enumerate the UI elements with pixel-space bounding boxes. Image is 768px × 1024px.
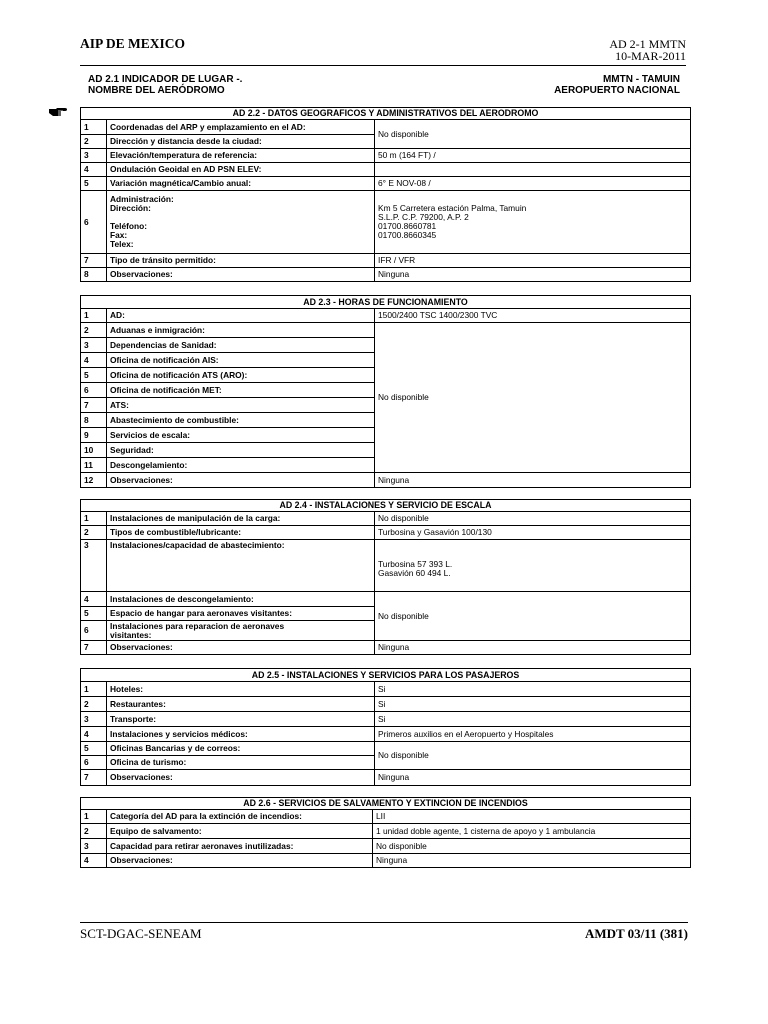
row-label: Tipo de tránsito permitido: bbox=[107, 254, 375, 268]
row-number: 6 bbox=[81, 621, 107, 641]
row-label: Ondulación Geoidal en AD PSN ELEV: bbox=[107, 163, 375, 177]
table-row bbox=[81, 682, 691, 697]
row-number: 8 bbox=[81, 268, 107, 282]
row-value bbox=[375, 163, 691, 177]
row-label: Observaciones: bbox=[107, 268, 375, 282]
row-value: Ninguna bbox=[375, 473, 691, 488]
row-value: No disponible bbox=[375, 512, 691, 526]
row-number: 5 bbox=[81, 368, 107, 383]
row-label: Observaciones: bbox=[107, 473, 375, 488]
row-label: Transporte: bbox=[107, 712, 375, 727]
ad25-table bbox=[80, 668, 691, 786]
row-value: Ninguna bbox=[373, 854, 691, 868]
row-label: Oficina de notificación AIS: bbox=[107, 353, 375, 368]
text-line: visitantes: bbox=[110, 629, 152, 640]
text-line: Turbosina 57 393 L. bbox=[378, 558, 453, 569]
row-number: 7 bbox=[81, 770, 107, 786]
row-label: Oficinas Bancarias y de correos: bbox=[107, 742, 375, 756]
row-label: Variación magnética/Cambio anual: bbox=[107, 177, 375, 191]
row-value: 6° E NOV-08 / bbox=[375, 177, 691, 191]
row-number: 7 bbox=[81, 398, 107, 413]
row-number: 3 bbox=[81, 149, 107, 163]
aerodrome-name: AEROPUERTO NACIONAL bbox=[554, 85, 680, 96]
text-line: Gasavión 60 494 L. bbox=[378, 567, 451, 578]
row-number: 5 bbox=[81, 177, 107, 191]
table-row bbox=[81, 191, 691, 254]
row-label: Oficina de notificación ATS (ARO): bbox=[107, 368, 375, 383]
row-value: Turbosina y Gasavión 100/130 bbox=[375, 526, 691, 540]
row-number: 10 bbox=[81, 443, 107, 458]
text-line: 01700.8660345 bbox=[378, 230, 437, 240]
table-row bbox=[81, 473, 691, 488]
text-line: Telex: bbox=[110, 239, 134, 249]
row-value: LII bbox=[373, 810, 691, 824]
ad23-title: AD 2.3 - HORAS DE FUNCIONAMIENTO bbox=[81, 296, 691, 309]
table-row bbox=[81, 177, 691, 191]
aerodrome-name-heading: NOMBRE DEL AERÓDROMO bbox=[88, 85, 225, 96]
table-row bbox=[81, 770, 691, 786]
page-date: 10-MAR-2011 bbox=[615, 49, 686, 63]
ad25-title: AD 2.5 - INSTALACIONES Y SERVICIOS PARA LOS PASAJEROS bbox=[81, 669, 691, 682]
row-number: 4 bbox=[81, 592, 107, 607]
table-row bbox=[81, 810, 691, 824]
row-number: 12 bbox=[81, 473, 107, 488]
row-label: Hoteles: bbox=[107, 682, 375, 697]
row-number: 1 bbox=[81, 309, 107, 323]
row-number: 1 bbox=[81, 682, 107, 697]
table-row bbox=[81, 839, 691, 854]
hours-merged-value: No disponible bbox=[375, 323, 691, 473]
table-row bbox=[81, 697, 691, 712]
row-label: Observaciones: bbox=[107, 641, 375, 655]
row-value: Si bbox=[375, 712, 691, 727]
row-label: Espacio de hangar para aeronaves visitantes: bbox=[107, 607, 375, 621]
row-number: 1 bbox=[81, 120, 107, 135]
row-number: 3 bbox=[81, 338, 107, 353]
row-label bbox=[107, 621, 375, 641]
indicator-heading: AD 2.1 INDICADOR DE LUGAR -. bbox=[88, 74, 243, 85]
row-number: 3 bbox=[81, 712, 107, 727]
row-label: Dirección y distancia desde la ciudad: bbox=[107, 135, 375, 149]
row-number: 4 bbox=[81, 727, 107, 742]
arp-value: No disponible bbox=[375, 120, 691, 149]
table-row bbox=[81, 742, 691, 756]
table-row bbox=[81, 163, 691, 177]
table-row bbox=[81, 592, 691, 607]
ad22-table bbox=[80, 107, 691, 282]
row-number: 4 bbox=[81, 854, 107, 868]
table-row bbox=[81, 526, 691, 540]
admin-labels bbox=[107, 191, 375, 254]
row-number: 6 bbox=[81, 191, 107, 254]
ad24-title: AD 2.4 - INSTALACIONES Y SERVICIO DE ESCALA bbox=[81, 500, 691, 512]
row-number: 11 bbox=[81, 458, 107, 473]
page-reference bbox=[609, 38, 686, 62]
row-label: Oficina de turismo: bbox=[107, 756, 375, 770]
text-line: 01700.8660781 bbox=[378, 221, 437, 231]
table-row bbox=[81, 824, 691, 839]
text-line: S.L.P. C.P. 79200, A.P. 2 bbox=[378, 212, 469, 222]
row-label: Oficina de notificación MET: bbox=[107, 383, 375, 398]
row-label: Aduanas e inmigración: bbox=[107, 323, 375, 338]
row-value: No disponible bbox=[373, 839, 691, 854]
pointing-hand-icon bbox=[49, 107, 67, 117]
row-value: Si bbox=[375, 697, 691, 712]
row-number: 7 bbox=[81, 254, 107, 268]
row-label: Dependencias de Sanidad: bbox=[107, 338, 375, 353]
row-number: 6 bbox=[81, 383, 107, 398]
table-row bbox=[81, 268, 691, 282]
row-number: 4 bbox=[81, 353, 107, 368]
row-label: Observaciones: bbox=[107, 770, 375, 786]
row-value: IFR / VFR bbox=[375, 254, 691, 268]
table-row bbox=[81, 854, 691, 868]
row-number: 5 bbox=[81, 607, 107, 621]
row-label: Observaciones: bbox=[107, 854, 373, 868]
table-row bbox=[81, 540, 691, 592]
row-number: 2 bbox=[81, 323, 107, 338]
row-label: Instalaciones de descongelamiento: bbox=[107, 592, 375, 607]
ad22-title: AD 2.2 - DATOS GEOGRAFICOS Y ADMINISTRATIVOS DEL AERODROMO bbox=[81, 108, 691, 120]
ad26-title: AD 2.6 - SERVICIOS DE SALVAMENTO Y EXTINCION DE INCENDIOS bbox=[81, 798, 691, 810]
row-label: Capacidad para retirar aeronaves inutilizadas: bbox=[107, 839, 373, 854]
row-label: Tipos de combustible/lubricante: bbox=[107, 526, 375, 540]
text-line: Fax: bbox=[110, 230, 128, 240]
row-label: Seguridad: bbox=[107, 443, 375, 458]
footer-amendment: AMDT 03/11 (381) bbox=[584, 926, 688, 941]
row-label: Equipo de salvamento: bbox=[107, 824, 373, 839]
row-number: 2 bbox=[81, 697, 107, 712]
table-row bbox=[81, 149, 691, 163]
table-row bbox=[81, 254, 691, 268]
row-label: Categoría del AD para la extinción de incendios: bbox=[107, 810, 373, 824]
admin-values bbox=[375, 191, 691, 254]
row-value: Ninguna bbox=[375, 641, 691, 655]
row-value: 50 m (164 FT) / bbox=[375, 149, 691, 163]
ad24-table bbox=[80, 499, 691, 655]
table-row bbox=[81, 323, 691, 338]
footer-rule bbox=[80, 922, 688, 923]
ad26-table bbox=[80, 797, 691, 868]
row-number: 7 bbox=[81, 641, 107, 655]
text-line bbox=[110, 213, 371, 222]
row-label: Coordenadas del ARP y emplazamiento en el AD: bbox=[107, 120, 375, 135]
fuel-capacity-values bbox=[375, 540, 691, 592]
row-label: Instalaciones y servicios médicos: bbox=[107, 727, 375, 742]
text-line: Administración: bbox=[110, 194, 174, 204]
row-value: Ninguna bbox=[375, 268, 691, 282]
row-label: ATS: bbox=[107, 398, 375, 413]
row-number: 2 bbox=[81, 526, 107, 540]
row-number: 6 bbox=[81, 756, 107, 770]
row-label: Abastecimiento de combustible: bbox=[107, 413, 375, 428]
row-number: 2 bbox=[81, 824, 107, 839]
row-value: 1 unidad doble agente, 1 cisterna de apoyo y 1 ambulancia bbox=[373, 824, 691, 839]
row-label: Servicios de escala: bbox=[107, 428, 375, 443]
row-number: 1 bbox=[81, 512, 107, 526]
text-line: Instalaciones para reparacion de aeronaves bbox=[110, 620, 285, 631]
row-number: 4 bbox=[81, 163, 107, 177]
row-label: Instalaciones/capacidad de abastecimiento: bbox=[107, 540, 375, 592]
row-label: Restaurantes: bbox=[107, 697, 375, 712]
table-row bbox=[81, 712, 691, 727]
indicator-code: MMTN - TAMUIN bbox=[602, 74, 680, 85]
text-line: Km 5 Carretera estación Palma, Tamuin bbox=[378, 203, 527, 213]
table-row bbox=[81, 512, 691, 526]
header-rule bbox=[80, 65, 686, 66]
table-row bbox=[81, 727, 691, 742]
table-row bbox=[81, 309, 691, 323]
row-number: 9 bbox=[81, 428, 107, 443]
row-number: 3 bbox=[81, 839, 107, 854]
row-number: 1 bbox=[81, 810, 107, 824]
row-value: Primeros auxilios en el Aeropuerto y Hospitales bbox=[375, 727, 691, 742]
table-row bbox=[81, 641, 691, 655]
publication-title: AIP DE MEXICO bbox=[80, 36, 186, 51]
row-number: 3 bbox=[81, 540, 107, 592]
facilities-merged-value: No disponible bbox=[375, 592, 691, 641]
row-value: Ninguna bbox=[375, 770, 691, 786]
row-number: 2 bbox=[81, 135, 107, 149]
page-code: AD 2-1 MMTN bbox=[609, 37, 686, 51]
table-row bbox=[81, 120, 691, 135]
row-label: Elevación/temperatura de referencia: bbox=[107, 149, 375, 163]
text-line: Teléfono: bbox=[110, 221, 148, 231]
row-number: 5 bbox=[81, 742, 107, 756]
ad23-table bbox=[80, 295, 691, 488]
row-label: Descongelamiento: bbox=[107, 458, 375, 473]
banking-merged-value: No disponible bbox=[375, 742, 691, 770]
row-value: 1500/2400 TSC 1400/2300 TVC bbox=[375, 309, 691, 323]
row-value: Si bbox=[375, 682, 691, 697]
text-line: Dirección: bbox=[110, 203, 151, 213]
row-label: AD: bbox=[107, 309, 375, 323]
row-number: 8 bbox=[81, 413, 107, 428]
row-label: Instalaciones de manipulación de la carga: bbox=[107, 512, 375, 526]
footer-issuer: SCT-DGAC-SENEAM bbox=[80, 926, 202, 941]
